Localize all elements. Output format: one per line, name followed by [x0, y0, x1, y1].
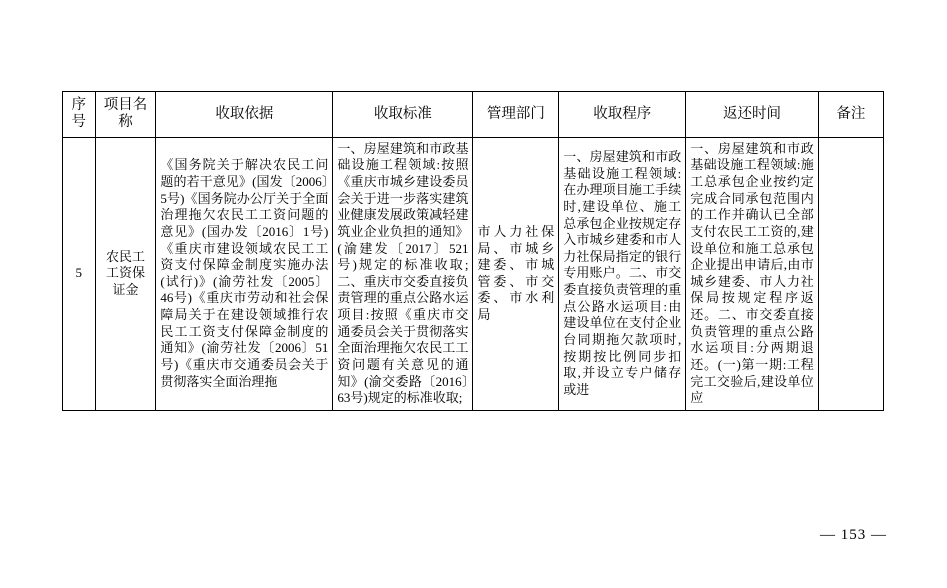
- column-header-return-time: [686, 92, 818, 138]
- column-header-basis: [156, 92, 333, 138]
- column-header-dept-text: 管理部门: [486, 105, 545, 122]
- cell-item-name: 农民工工资保证金: [95, 137, 156, 410]
- table-header-row: [63, 92, 884, 138]
- table-row: [63, 137, 884, 410]
- column-header-basis-text: 收取依据: [215, 105, 274, 122]
- column-header-standard: [333, 92, 473, 138]
- cell-return-time: 一、房屋建筑和市政基础设施工程领域:施工总承包企业按约定完成合同承包范围内的工作并确认已全部支付农民工工资的,建设单位和施工总承包企业提出申请后,由市城乡建委、市人力社保局按规定程序返还。二、市交委直接负责管理的重点公路水运项目:分两期退还。(一)第一期:工程完工交验后,建设单位应: [686, 137, 818, 410]
- cell-seq: 5: [63, 137, 96, 410]
- cell-standard: 一、房屋建筑和市政基础设施工程领域:按照《重庆市城乡建设委员会关于进一步落实建筑业健康发展政策减轻建筑业企业负担的通知》(渝建发〔2017〕521号)规定的标准收取;二、重庆市交委直接负责管理的重点公路水运项目:按照《重庆市交通委员会关于贯彻落实全面治理拖欠农民工工资问题有关意见的通知》(渝交委路〔2016〕63号)规定的标准收取;: [333, 137, 473, 410]
- cell-remark: [818, 137, 883, 410]
- fee-items-table: [62, 91, 884, 411]
- column-header-procedure: [559, 92, 686, 138]
- column-header-return-time-text: 返还时间: [723, 105, 782, 122]
- column-header-procedure-text: 收取程序: [593, 105, 652, 122]
- cell-procedure: 一、房屋建筑和市政基础设施工程领域:在办理项目施工手续时,建设单位、施工总承包企业按规定存入市城乡建委和市人力社保局指定的银行专用账户。二、市交委直接负责管理的重点公路水运项目:由建设单位在支付企业台同期拖欠款项时,按期按比例同步扣取,并设立专户储存或进: [559, 137, 686, 410]
- column-header-standard-text: 收取标准: [373, 105, 432, 122]
- column-header-seq-line1: 序号: [71, 97, 87, 131]
- column-header-seq: [63, 92, 96, 138]
- column-header-remark-text: 备注: [836, 105, 866, 122]
- column-header-name-text: 项目名称: [103, 97, 148, 131]
- column-header-name: [95, 92, 156, 138]
- table-header: [63, 92, 884, 138]
- cell-basis: 《国务院关于解决农民工问题的若干意见》(国发〔2006〕5号)《国务院办公厅关于全面治理拖欠农民工工资问题的意见》(国办发〔2016〕1号)《重庆市建设领域农民工工资支付保障金制度实施办法(试行)》(渝劳社发〔2005〕46号)《重庆市劳动和社会保障局关于在建设领域推行农民工工资支付保障金制度的通知》(渝劳社发〔2006〕51号)《重庆市交通委员会关于贯彻落实全面治理拖: [156, 137, 333, 410]
- page-number: — 153 —: [820, 527, 887, 543]
- table-body: [63, 137, 884, 410]
- column-header-remark: [818, 92, 883, 138]
- column-header-dept: [473, 92, 559, 138]
- cell-department: 市人力社保局、市城乡建委、市城管委、市交委、市水利局: [473, 137, 559, 410]
